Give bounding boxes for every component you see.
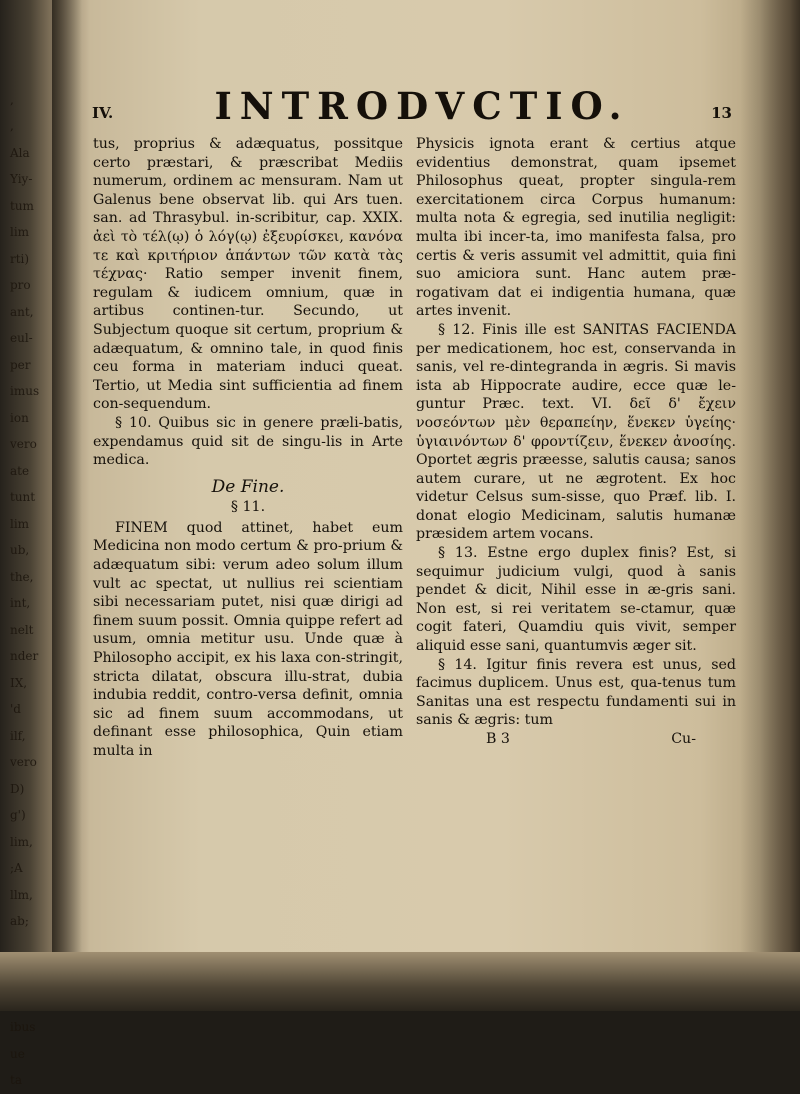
margin-fragment: ilf, — [10, 728, 26, 743]
margin-fragment: per — [10, 357, 31, 372]
margin-fragment: nder — [10, 649, 39, 663]
margin-fragment: the, — [10, 569, 34, 584]
running-title: INTRODVCTIO. — [214, 84, 630, 128]
margin-fragment: vero — [10, 437, 37, 451]
margin-fragment: , — [10, 92, 14, 107]
margin-fragment: lim — [10, 225, 30, 239]
margin-fragment: ibus — [10, 1020, 36, 1034]
page-number-left: IV. — [92, 104, 114, 122]
margin-fragment: ;A — [10, 861, 23, 875]
margin-fragment: Ala — [10, 145, 30, 160]
margin-fragment: 'd — [10, 702, 21, 716]
margin-fragment: eul- — [10, 331, 33, 345]
paragraph: tus, proprius & adæquatus, possitque certo præstari, & præscribat Mediis numerum, ordinem ac mensuram. Nam ut Galenus bene observat lib. qui Ars tuen. san. ad Thrasybul. in-scribitur, cap. XXIX. ἀεὶ τὸ τέλ(ῳ) ὁ λόγ(ῳ) ἐξευρίσκει, κανόνα τε καὶ κριτήριον ἁπάντων τῶν κατὰ τὰς τέχνας· Ratio semper invenit finem, regulam & iudicem omnium, quæ in artibus continen-tur. Secundo, ut Subjectum quoque sit certum, proprium & adæquatum, & omnino tale, in quod finis ceu forma in materiam induci queat. Tertio, ut Media sint sufficientia ad finem con-sequendum. — [93, 136, 403, 413]
margin-fragment: nelt — [10, 622, 34, 637]
margin-fragment: ion — [10, 410, 29, 425]
page-bottom-edge — [0, 952, 800, 1011]
paragraph: § 12. Finis ille est SANITAS FACIENDA per medicationem, hoc est, conservanda in sanis, vel re-dintegranda in ægris. Si mavis ista ab Hippocrate audire, ecce quæ le-guntur Præc. text. VI. δεῖ δ' ἔχειν νοσεόντων μὲν θεραπείην, ἕνεκεν ὑγείης· ὑγιαινόντων δ' φροντίζειν, ἕνεκεν ἀνοσίης. Oportet ægris præesse, salutis causa; sanos autem curare, ut ne ægrotent. Ex hoc videtur Celsus sum-sisse, quo Præf. lib. I. donat elogio Medicinam, salutis humanæ præsidem artem vocans. — [416, 321, 736, 543]
section-number: § 11. — [230, 499, 266, 516]
margin-fragment: tum — [10, 198, 34, 213]
margin-fragment — [10, 60, 50, 87]
left-column — [93, 135, 403, 761]
margin-fragment: , — [10, 119, 14, 133]
margin-fragment: D) — [10, 781, 25, 796]
margin-fragment: vero — [10, 755, 37, 769]
margin-fragment: ta — [10, 1073, 22, 1087]
margin-fragment: lim — [10, 516, 30, 531]
margin-fragment: ab; — [10, 914, 29, 928]
margin-fragment: Yiy- — [10, 172, 33, 186]
margin-fragment: ub, — [10, 543, 30, 557]
margin-fragment: IX, — [10, 675, 28, 690]
catchword: Cu- — [671, 731, 696, 747]
paragraph: FINEM quod attinet, habet eum Medicina non modo certum & pro-prium & adæquatum sibi: verum adeo solum illum vult ac spectat, ut nullius rei scientiam sibi necessariam putet, nisi quæ dirigi ad finem suum possit. Omnia quippe refert ad usum, omnia metitur usu. Unde quæ à Philosopho accipit, ex his laxa con-stringit, stricta dilatat, obscura illu-strat, dubia indubia reddit, contro-versa definit, omnia sic ad finem suum accommodans, ut definant esse philosophica, Quin etiam multa in — [93, 519, 403, 759]
margin-fragment: tunt — [10, 490, 36, 504]
margin-fragment: pro — [10, 278, 31, 292]
page-edge-shadow — [740, 0, 800, 1011]
paragraph: § 10. Quibus sic in genere præli-batis, expendamus quid sit de singu-lis in Arte medica. — [93, 414, 403, 469]
paragraph: § 14. Igitur finis revera est unus, sed facimus duplicem. Unus est, qua-tenus tum Sanitas una est respectu fundamenti sui in sanis & ægris: tum — [416, 656, 736, 729]
margin-fragment: llm, — [10, 887, 33, 902]
paragraph: § 13. Estne ergo duplex finis? Est, si sequimur judicium vulgi, quod à sanis pendet & dicit, Nihil esse in æ-gris sani. Non est, si rei veritatem se-ctamur, quæ cogit fateri, Quamdiu quis vivit, semper aliquid esse sani, quantumvis æger sit. — [416, 545, 736, 655]
margin-fragment: ue — [10, 1046, 25, 1061]
margin-fragment: lim, — [10, 834, 33, 849]
right-column — [416, 135, 736, 749]
margin-fragment: rti) — [10, 251, 30, 266]
running-head — [92, 86, 732, 126]
gutter-shadow — [52, 0, 82, 1011]
section-title: De Fine. — [211, 476, 285, 497]
margin-fragment: ate — [10, 463, 30, 478]
page-number: 13 — [711, 104, 732, 122]
previous-page-fragments — [10, 60, 50, 1094]
catchline — [416, 730, 736, 749]
margin-fragment: g') — [10, 808, 26, 822]
margin-fragment: ant, — [10, 304, 34, 319]
paragraph: Physicis ignota erant & certius atque evidentius demonstrat, quam ipsemet Philosophus queat, propter singula-rem exercitationem circa Corpus humanum: multa nota & egregia, sed inutilia negligit: multa ibi incer-ta, imo manifesta falsa, pro certis & veris assumit vel admittit, quia fini suo amiciora sunt. Hanc autem præ-rogativam dat ei indigentia humana, quæ artes invenit. — [416, 136, 736, 320]
signature-mark: B 3 — [486, 731, 510, 747]
margin-fragment: imus — [10, 384, 40, 398]
margin-fragment: int, — [10, 596, 31, 610]
